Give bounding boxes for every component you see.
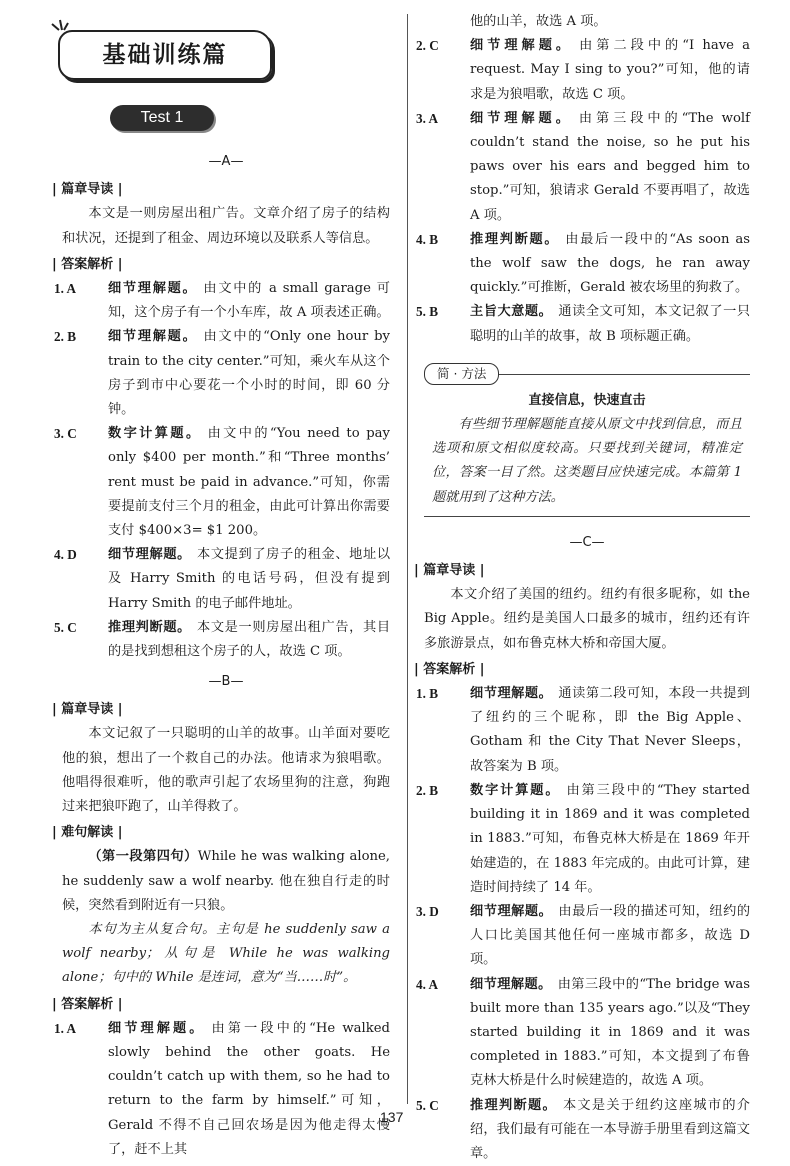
- hard-sentence-heading: | 难句解读 |: [52, 825, 123, 841]
- hard-sentence-text: While he was walking alone, he suddenly saw a wolf nearby. 他在独自行走的时候，突然看到附近有一只狼。: [62, 849, 390, 913]
- answer-text: 本文提到了房子的租金、地址以及 Harry Smith 的电话号码，但没有提到 Harry Smith 的电子邮件地址。: [108, 547, 391, 611]
- test-label: Test 1: [110, 105, 214, 131]
- question-type: 细节理解题。: [470, 38, 574, 54]
- method-end-rule: [424, 516, 750, 517]
- hard-sentence: [62, 845, 390, 918]
- answer-item: [416, 300, 751, 348]
- answer-number: 1. A: [54, 281, 76, 297]
- chapter-title: 基础训练篇: [58, 30, 272, 80]
- answer-continuation: [424, 10, 750, 34]
- answer-text: 本文是一则房屋出租广告，其目的是找到想租这个房子的人，故选 C 项。: [108, 619, 391, 660]
- question-type: 推理判断题。: [470, 1097, 557, 1113]
- answer-text: 由第二段中的“I have a request. May I sing to you?”可知，他的请求是为狼唱歌，故选 C 项。: [470, 38, 751, 102]
- question-type: 细节理解题。: [108, 281, 198, 297]
- method-text: 有些细节理解题能直接从原文中找到信息，而且选项和原文相似度较高。只要找到关键词，精准定位，答案一目了然。这类题目应快速完成。本篇第 1 题就用到了这种方法。: [432, 417, 742, 505]
- answer-text: 由第三段中的“They started building it in 1869 and it was completed in 1883.”可知，布鲁克林大桥是在 1869 年开始建造的，在 1883 年完成的。由此可计算，建造时间持续了 14 年。: [470, 782, 751, 895]
- answer-item: [54, 1017, 391, 1162]
- answer-item: [416, 682, 751, 779]
- intro-text: 本文介绍了美国的纽约。纽约有很多昵称，如 the Big Apple。纽约是美国人口最多的城市，纽约还有许多旅游景点，如布鲁克林大桥和帝国大厦。: [424, 587, 750, 651]
- answer-text: 由文中的 a small garage 可知，这个房子有一个小车库，故 A 项表述正确。: [108, 281, 390, 321]
- question-type: 主旨大意题。: [470, 304, 553, 320]
- answer-number: 1. A: [54, 1020, 76, 1036]
- question-type: 细节理解题。: [470, 110, 573, 126]
- question-type: 数字计算题。: [108, 426, 202, 442]
- answer-number: 2. B: [54, 329, 76, 345]
- question-type: 细节理解题。: [108, 1020, 206, 1036]
- intro-heading: | 篇章导读 |: [414, 563, 485, 579]
- question-type: 细节理解题。: [470, 976, 552, 992]
- hard-sentence-note: 本句为主从复合句。主句是 he suddenly saw a wolf nearby；从句是 While he was walking alone；句中的 While 是连词，意为“当……时”。: [62, 922, 390, 986]
- intro-text: 本文记叙了一只聪明的山羊的故事。山羊面对要吃他的狼，想出了一个救自己的办法。他请求为狼唱歌。他唱得很难听，他的歌声引起了农场里狗的注意，狗跑过来把狼吓跑了，山羊得救了。: [62, 726, 390, 815]
- section-b: [52, 664, 391, 1162]
- question-type: 细节理解题。: [470, 903, 553, 919]
- section-a: [52, 144, 391, 664]
- answer-item: [416, 34, 751, 107]
- answer-number: 3. C: [54, 426, 77, 442]
- answer-text: 由第一段中的“He walked slowly behind the other goats. He couldn’t catch up with them, so he had to return to the farm by himself.”可知，Gerald 不得不自己回农场是因为他走得太慢了，赶不上其: [108, 1020, 391, 1157]
- method-tab: 简 · 方法: [424, 363, 499, 385]
- answer-item: [416, 1094, 750, 1166]
- question-type: 推理判断题。: [108, 619, 191, 635]
- answer-item: [416, 107, 750, 228]
- answer-text: 本文是关于纽约这座城市的介绍，我们最有可能在一本导游手册里看到这篇文章。: [470, 1097, 750, 1161]
- answer-item: [416, 228, 751, 301]
- answer-number: 3. D: [416, 903, 439, 919]
- question-type: 细节理解题。: [470, 686, 553, 702]
- hard-sentence-label: （第一段第四句）: [88, 849, 198, 865]
- answer-item: [416, 973, 751, 1094]
- answer-item: [54, 543, 391, 616]
- answer-text: 由第三段中的“The wolf couldn’t stand the noise, so he put his paws over his ears and begged him to stop.”可知，狼请求 Gerald 不要再唱了，故选 A 项。: [470, 110, 750, 223]
- answer-heading: | 答案解析 |: [414, 661, 485, 677]
- answer-heading: | 答案解析 |: [52, 996, 123, 1012]
- method-title: 直接信息，快速直击: [528, 392, 646, 408]
- method-bar: [424, 363, 750, 385]
- answer-number: 4. B: [416, 231, 438, 247]
- question-type: 推理判断题。: [470, 231, 560, 247]
- answer-item: [54, 616, 391, 664]
- intro-text: 本文是一则房屋出租广告。文章介绍了房子的结构和状况，还提到了租金、周边环境以及联系人等信息。: [62, 206, 390, 246]
- section-letter: —A—: [208, 154, 244, 169]
- answer-number: 2. B: [416, 782, 438, 798]
- answer-text: 通读全文可知，本文记叙了一只聪明的山羊的故事，故 B 项标题正确。: [470, 304, 751, 344]
- answer-text: 由第三段中的“The bridge was built more than 135 years ago.”以及“They started building it in 1869 and it was completed in 1883.”可知，本文提到了布鲁克林大桥是什么时候建造的，故选 A 项。: [470, 976, 751, 1089]
- section-letter: —C—: [569, 534, 605, 550]
- question-type: 细节理解题。: [108, 329, 198, 345]
- answer-heading: | 答案解析 |: [52, 256, 123, 272]
- section-b-continued: [414, 10, 751, 1166]
- section-letter: —B—: [208, 674, 244, 689]
- answer-item: [54, 277, 390, 325]
- answer-item: [54, 325, 390, 422]
- intro-heading: | 篇章导读 |: [52, 702, 123, 718]
- answer-number: 5. C: [416, 1097, 439, 1113]
- intro-heading: | 篇章导读 |: [52, 182, 123, 198]
- answer-number: 4. D: [54, 547, 77, 563]
- answer-item: [54, 422, 390, 543]
- answer-text: 由文中的“Only one hour by train to the city center.”可知，乘火车从这个房子到市中心要花一个小时的时间，即 60 分钟。: [108, 329, 390, 418]
- answer-text: 通读第二段可知，本段一共提到了纽约的三个昵称，即 the Big Apple、Gotham 和 the City That Never Sleeps，故答案为 B 项。: [470, 686, 751, 774]
- answer-item: [416, 779, 751, 900]
- question-type: 数字计算题。: [470, 782, 561, 798]
- answer-number: 4. A: [416, 976, 438, 992]
- answer-text: 他的山羊，故选 A 项。: [470, 14, 607, 29]
- answer-item: [416, 900, 751, 973]
- answer-number: 3. A: [416, 110, 438, 126]
- question-type: 细节理解题。: [108, 547, 191, 563]
- answer-text: 由最后一段中的“As soon as the wolf saw the dogs, he ran away quickly.”可推断，Gerald 被农场里的狗救了。: [470, 231, 751, 296]
- column-divider: [407, 14, 408, 1104]
- answer-number: 5. B: [416, 304, 438, 320]
- answer-number: 1. B: [416, 686, 438, 702]
- answer-number: 2. C: [416, 38, 439, 54]
- page-number: 137: [380, 1109, 404, 1125]
- answer-text: 由最后一段的描述可知，纽约的人口比美国其他任何一座城市都多，故选 D 项。: [470, 903, 751, 968]
- answer-number: 5. C: [54, 619, 77, 635]
- answer-text: 由文中的“You need to pay only $400 per month.”和“Three months’ rent must be paid in advance.”可知，你需要提前支付三个月的租金，由此可计算出你需要支付 $400×3= $1 200。: [108, 426, 390, 539]
